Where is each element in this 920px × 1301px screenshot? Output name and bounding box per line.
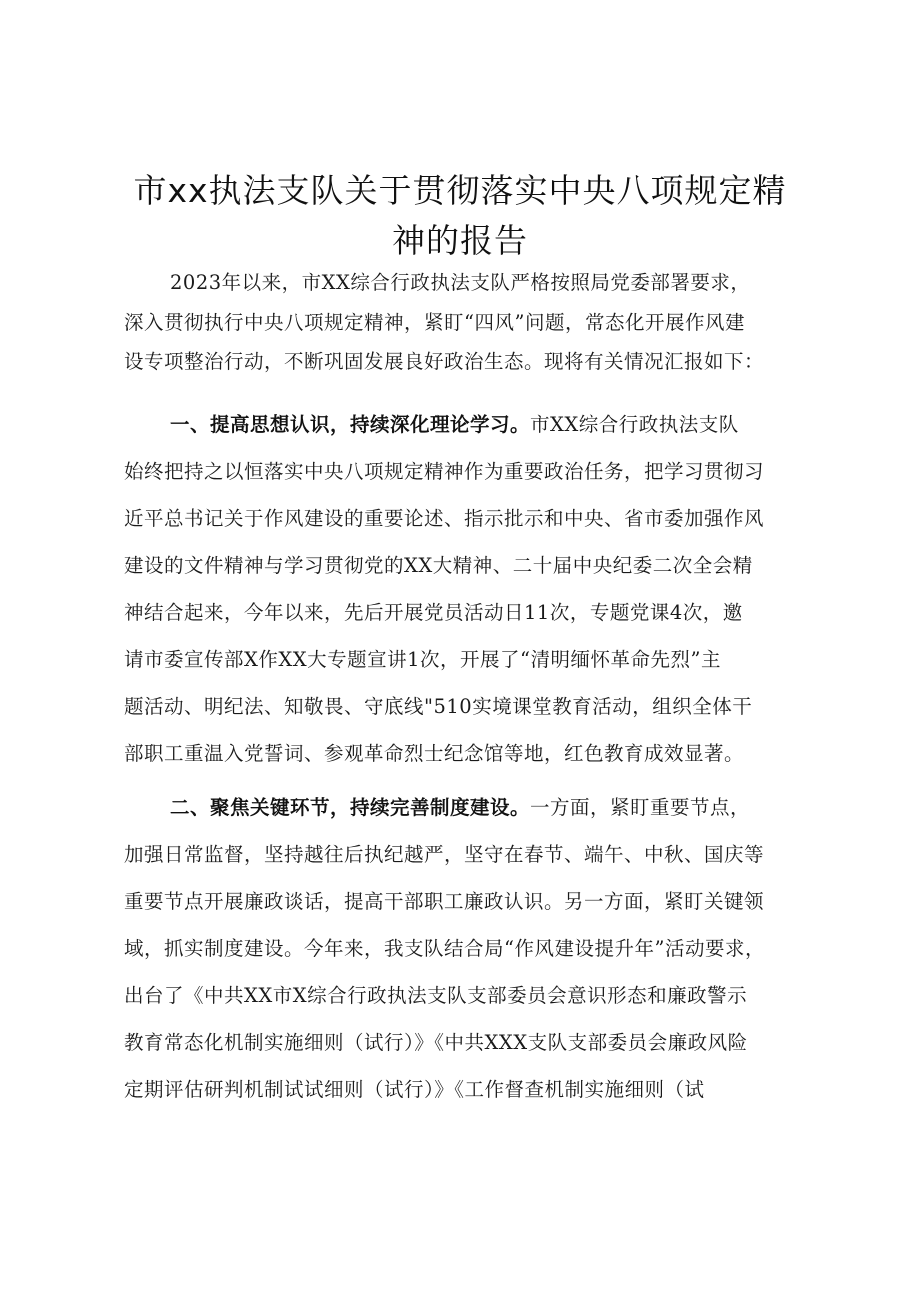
- intro-line: 深入贯彻执行中央八项规定精神，紧盯“四风”问题，常态化开展作风建: [124, 311, 745, 334]
- intro-line: 设专项整治行动，不断巩固发展良好政治生态。现将有关情况汇报如下：: [124, 350, 765, 373]
- section-1-line: 题活动、明纪法、知敬畏、守底线"510实境课堂教育活动，组织全体干: [124, 695, 753, 718]
- section-1-line: 部职工重温入党誓词、参观革命烈士纪念馆等地，红色教育成效显著。: [124, 742, 745, 765]
- section-1-first-line: [170, 409, 739, 437]
- section-1-line: 请市委宣传部X作XX大专题宣讲1次，开展了“清明缅怀革命先烈”主: [124, 648, 721, 671]
- section-2-first-line: [170, 792, 750, 820]
- section-2-line: 教育常态化机制实施细则（试行）》《中共XXX支队支部委员会廉政风险: [124, 1031, 748, 1054]
- section-1-line: 建设的文件精神与学习贯彻党的XX大精神、二十届中央纪委二次全会精: [124, 554, 753, 577]
- section-2-line: 定期评估研判机制试试细则（试行）》《工作督查机制实施细则（试: [124, 1078, 705, 1101]
- section-2-line: 出台了《中共XX市X综合行政执法支队支部委员会意识形态和廉政警示: [124, 984, 748, 1007]
- section-2-line: 加强日常监督，坚持越往后执纪越严，坚守在春节、端午、中秋、国庆等: [124, 843, 765, 866]
- section-1-first-text: 市XX综合行政执法支队: [530, 413, 739, 436]
- section-1-line: 始终把持之以恒落实中央八项规定精神作为重要政治任务，把学习贯彻习: [124, 460, 765, 483]
- document-title-line-1: 市xx执法支队关于贯彻落实中央八项规定精: [133, 171, 787, 210]
- intro-line: 2023年以来，市XX综合行政执法支队严格按照局党委部署要求，: [170, 271, 751, 294]
- section-2-line: 域，抓实制度建设。今年来，我支队结合局“作风建设提升年”活动要求，: [124, 937, 765, 960]
- section-2-first-text: 一方面，紧盯重要节点，: [530, 796, 751, 819]
- section-2-heading: 二、聚焦关键环节，持续完善制度建设。: [170, 796, 531, 819]
- section-1-line: 神结合起来，今年以来，先后开展党员活动日11次，专题党课4次，邀: [124, 601, 743, 624]
- section-2-line: 重要节点开展廉政谈话，提高干部职工廉政认识。另一方面，紧盯关键领: [124, 890, 765, 913]
- section-1-heading: 一、提高思想认识，持续深化理论学习。: [170, 413, 531, 436]
- document-title-line-2: 神的报告: [392, 221, 528, 260]
- section-1-line: 近平总书记关于作风建设的重要论述、指示批示和中央、省市委加强作风: [124, 507, 765, 530]
